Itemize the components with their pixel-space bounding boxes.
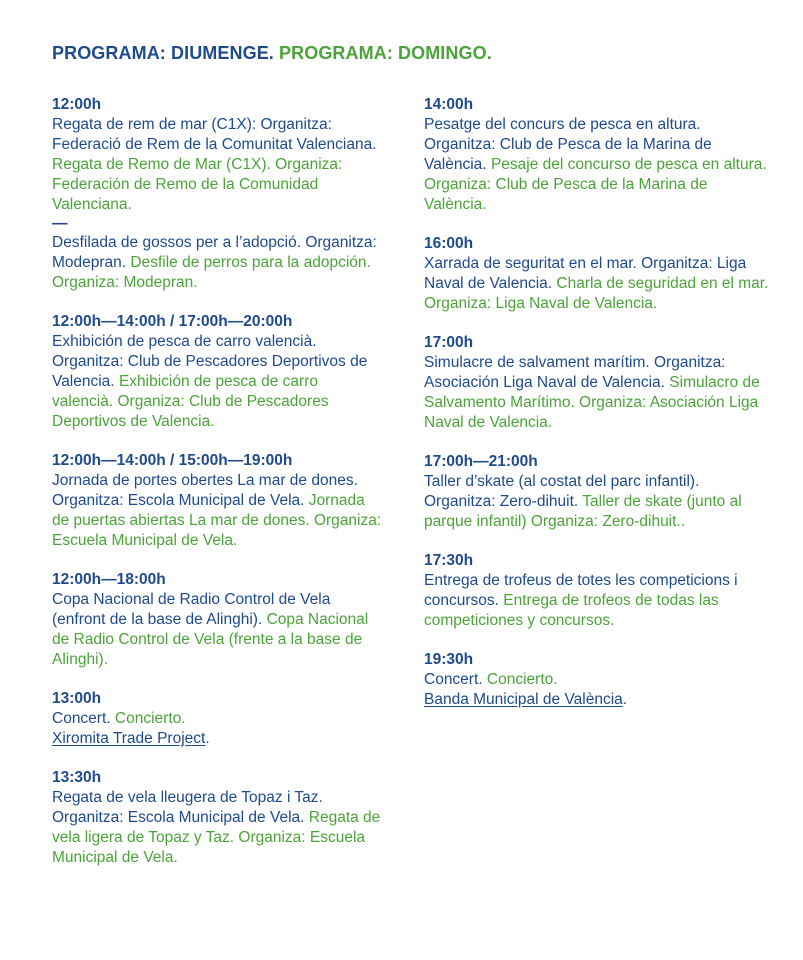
entry-text-ca: Entrega de trofeus de totes les competicions i concursos. (424, 572, 738, 609)
entry-text-ca: Pesatge del concurs de pesca en altura. Organitza: Club de Pesca de la Marina de València. (424, 116, 712, 173)
entry-time: 14:00h (424, 96, 474, 113)
entry-text-ca-2: Desfilada de gossos per a l’adopció. Organitza: Modepran. (52, 234, 377, 271)
schedule-entry (52, 570, 382, 670)
entry-text-ca: Copa Nacional de Radio Control de Vela (enfront de la base de Alinghi). (52, 591, 331, 628)
schedule-entry (52, 689, 382, 749)
entry-time: 17:00h—21:00h (424, 453, 538, 470)
entry-text-es: Exhibición de pesca de carro valencià. Organiza: Club de Pescadores Deportivos de Valencia. (52, 373, 329, 430)
entry-time: 12:00h (52, 96, 102, 113)
entry-text-ca: Regata de rem de mar (C1X): Organitza: Federació de Rem de la Comunitat Valenciana. (52, 116, 377, 153)
entry-text-ca: Simulacre de salvament marítim. Organitza: Asociación Liga Naval de Valencia. (424, 354, 726, 391)
entry-text-ca: Concert. (52, 710, 111, 727)
entry-text-es: Concierto. (486, 671, 558, 688)
entry-text-es: Concierto. (114, 710, 186, 727)
entry-text-es: Charla de seguridad en el mar. Organiza: Liga Naval de Valencia. (424, 275, 769, 312)
performer-link[interactable]: Xiromita Trade Project (52, 730, 206, 747)
left-column (52, 95, 382, 887)
entry-text-es: Jornada de puertas abiertas La mar de dones. Organiza: Escuela Municipal de Vela. (52, 492, 382, 549)
right-column (424, 95, 774, 729)
entry-time: 19:30h (424, 651, 474, 668)
entry-time: 16:00h (424, 235, 474, 252)
entry-text-es: Taller de skate (junto al parque infantil) Organiza: Zero-dihuit.. (424, 493, 742, 530)
schedule-entry (424, 234, 774, 314)
heading-catalan: PROGRAMA: DIUMENGE. (52, 43, 274, 63)
schedule-entry (52, 312, 382, 432)
entry-time: 13:30h (52, 769, 102, 786)
entry-time: 12:00h—14:00h / 15:00h—19:00h (52, 452, 293, 469)
entry-text-ca: Concert. (424, 671, 483, 688)
entry-time: 12:00h—18:00h (52, 571, 166, 588)
schedule-entry (424, 333, 774, 433)
entry-separator: — (52, 215, 68, 232)
entry-text-ca: Exhibición de pesca de carro valencià. Organitza: Club de Pescadores Deportivos de Valencia. (52, 333, 368, 390)
link-suffix: . (622, 691, 628, 708)
entry-time: 12:00h—14:00h / 17:00h—20:00h (52, 313, 293, 330)
schedule-entry (424, 452, 774, 532)
entry-text-ca: Taller d’skate (al costat del parc infantil). Organitza: Zero-dihuit. (424, 473, 700, 510)
entry-text-ca: Regata de vela lleugera de Topaz i Taz. Organitza: Escola Municipal de Vela. (52, 789, 323, 826)
link-suffix: . (205, 730, 210, 747)
entry-time: 17:00h (424, 334, 474, 351)
entry-time: 13:00h (52, 690, 102, 707)
entry-text-ca: Xarrada de seguritat en el mar. Organitza: Liga Naval de Valencia. (424, 255, 747, 292)
entry-text-es: Copa Nacional de Radio Control de Vela (frente a la base de Alinghi). (52, 611, 369, 668)
schedule-entry (424, 650, 774, 710)
schedule-entry (52, 451, 382, 551)
entry-text-es: Regata de Remo de Mar (C1X). Organiza: Federación de Remo de la Comunidad Valenciana. (52, 156, 343, 213)
entry-text-es: Entrega de trofeos de todas las competiciones y concursos. (424, 592, 719, 629)
entry-text-es: Regata de vela ligera de Topaz y Taz. Organiza: Escuela Municipal de Vela. (52, 809, 381, 866)
entry-text-ca: Jornada de portes obertes La mar de dones. Organitza: Escola Municipal de Vela. (52, 472, 358, 509)
schedule-entry (424, 95, 774, 215)
entry-text-es-2: Desfile de perros para la adopción. Organiza: Modepran. (52, 254, 371, 291)
entry-text-es: Simulacro de Salvamento Marítimo. Organiza: Asociación Liga Naval de Valencia. (424, 374, 760, 431)
performer-link[interactable]: Banda Municipal de València (424, 691, 623, 708)
entry-time: 17:30h (424, 552, 474, 569)
entry-text-es: Pesaje del concurso de pesca en altura. Organiza: Club de Pesca de la Marina de València. (424, 156, 767, 213)
schedule-entry (52, 768, 382, 868)
schedule-entry (52, 95, 382, 293)
schedule-entry (424, 551, 774, 631)
program-heading (52, 43, 492, 64)
heading-spanish: PROGRAMA: DOMINGO. (279, 43, 492, 63)
